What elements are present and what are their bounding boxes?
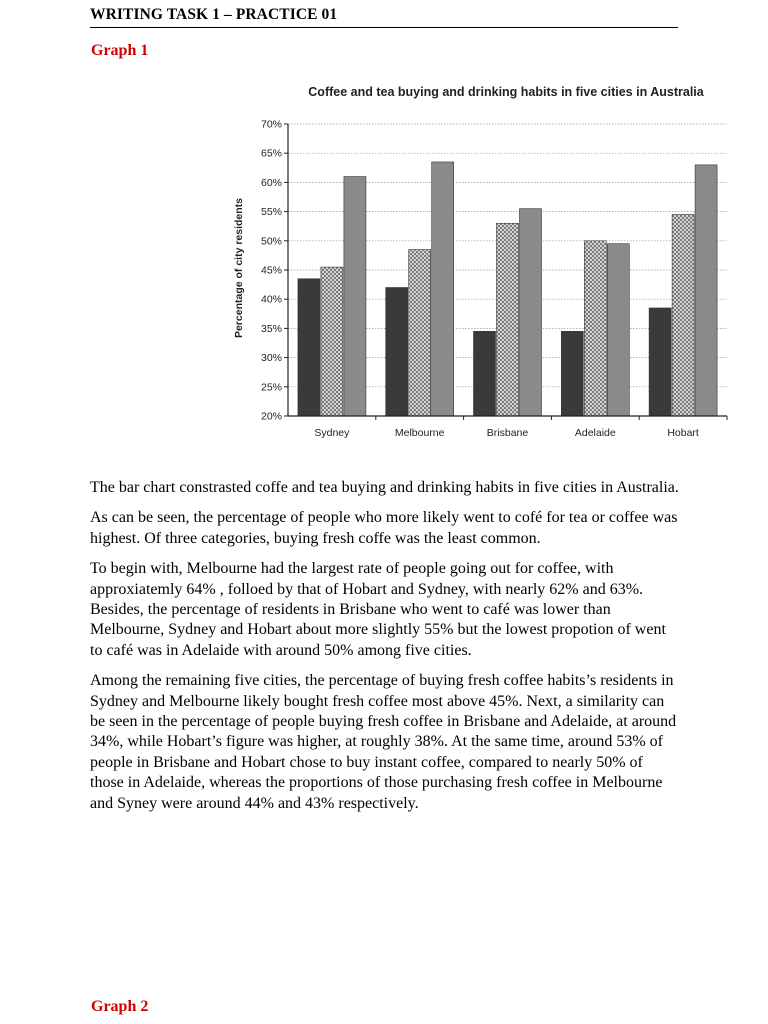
bar — [497, 223, 519, 416]
essay-text — [90, 478, 680, 824]
bar — [474, 331, 496, 416]
y-tick-label: 60% — [260, 176, 282, 189]
y-tick-label: 20% — [260, 410, 282, 423]
bar — [386, 288, 408, 416]
bar — [561, 331, 583, 416]
x-tick-label: Melbourne — [394, 427, 445, 439]
y-tick-label: 40% — [260, 293, 282, 306]
bar — [520, 209, 542, 416]
chart-title: Coffee and tea buying and drinking habits in five cities in Australia — [308, 85, 704, 99]
bar — [409, 250, 431, 416]
y-tick-label: 35% — [260, 322, 282, 335]
document-heading: WRITING TASK 1 – PRACTICE 01 — [90, 6, 678, 28]
y-tick-label: 65% — [260, 147, 282, 160]
y-axis-label: Percentage of city residents — [233, 197, 245, 339]
y-tick-label: 50% — [260, 235, 282, 248]
paragraph: To begin with, Melbourne had the largest rate of people going out for coffee, with approxiatemly 64% , folloed by that of Hobart and Sydney, with nearly 62% and 63%. Besides, the percentage of residents in Brisbane who went to café was lower than Melbourne, Sydney and Hobart about more slightly 55% but the lowest propotion of went to café was in Adelaide with around 50% among five cities. — [90, 560, 666, 659]
bar — [321, 267, 343, 416]
bar-chart — [225, 76, 735, 446]
y-tick-label: 45% — [260, 264, 282, 277]
y-tick-label: 70% — [260, 118, 282, 131]
x-tick-label: Sydney — [314, 427, 350, 439]
bar — [298, 279, 320, 416]
bar — [695, 165, 717, 416]
bar — [344, 177, 366, 416]
x-tick-label: Brisbane — [486, 427, 529, 439]
x-tick-label: Adelaide — [574, 427, 616, 439]
paragraph: As can be seen, the percentage of people who more likely went to cofé for tea or coffee was highest. Of three categories, buying fresh coffe was the least common. — [90, 509, 678, 547]
bar — [584, 241, 606, 416]
paragraph: The bar chart constrasted coffe and tea buying and drinking habits in five cities in Australia. — [90, 479, 679, 496]
y-tick-label: 25% — [260, 381, 282, 394]
x-tick-label: Hobart — [667, 427, 699, 439]
graph-2-label: Graph 2 — [91, 998, 149, 1015]
paragraph: Among the remaining five cities, the percentage of buying fresh coffee habits’s residents in Sydney and Melbourne likely bought fresh coffee most above 45%. Next, a similarity can be seen in the percentage of people buying fresh coffee in Brisbane and Adelaide, at around 34%, while Hobart’s figure was higher, at roughly 38%. At the same time, around 53% of people in Brisbane and Hobart chose to buy instant coffee, compared to nearly 50% of those in Adelaide, whereas the proportions of those purchasing fresh coffee in Melbourne and Syney were around 44% and 43% respectively. — [90, 672, 677, 812]
bar — [432, 162, 454, 416]
bar — [672, 215, 694, 416]
bars — [298, 162, 717, 416]
y-tick-label: 30% — [260, 352, 282, 365]
y-tick-label: 55% — [260, 206, 282, 219]
bar — [607, 244, 629, 416]
graph-1-label: Graph 1 — [91, 42, 149, 59]
bar — [649, 308, 671, 416]
